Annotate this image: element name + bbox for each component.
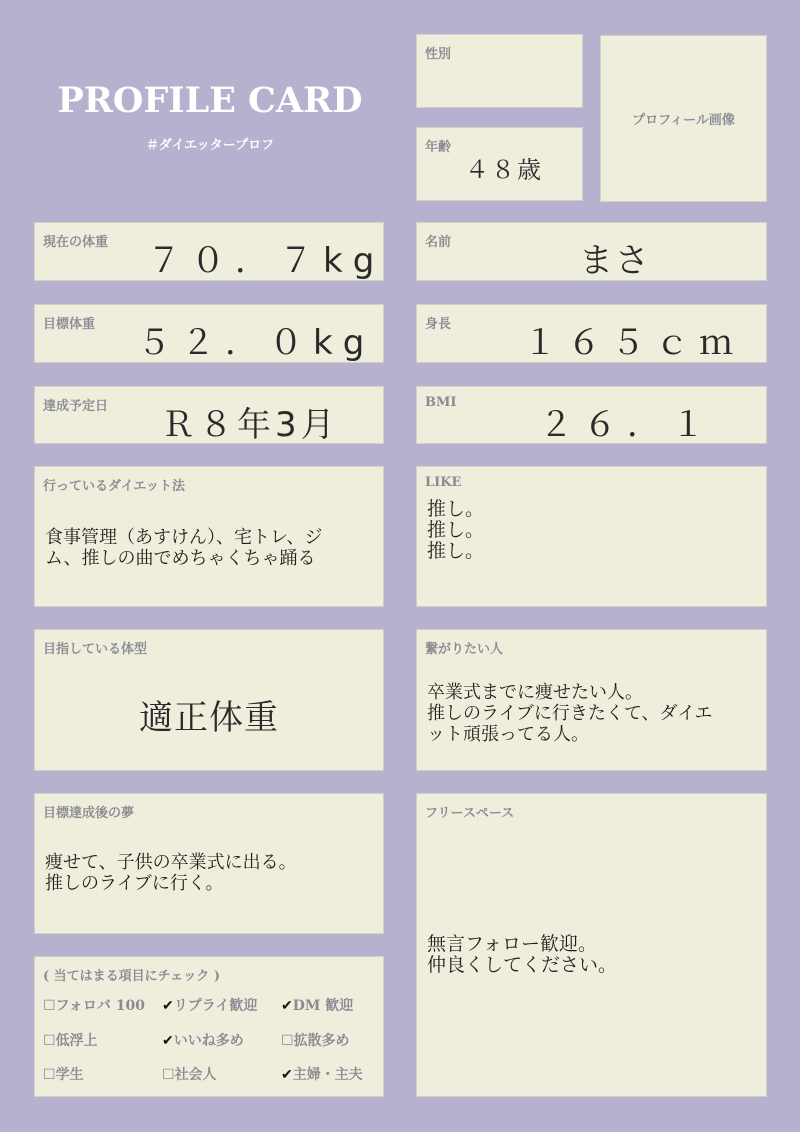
dream-text: [45, 852, 297, 894]
height-value: １６５ｃｍ: [523, 323, 743, 363]
free-space-text: [427, 934, 617, 976]
diet-method-label: 行っているダイエット法: [43, 479, 185, 494]
text-line: ット頑張ってる人。: [427, 724, 589, 745]
age-value: ４８歳: [465, 156, 543, 184]
text-line: 推しのライブに行く。: [45, 873, 224, 894]
check-item-label: 社会人: [174, 1067, 217, 1083]
free-space-card: [416, 793, 767, 1097]
name-value: まさ: [579, 241, 651, 281]
page-title: PROFILE CARD: [57, 80, 363, 121]
check-item-label: リプライ歓迎: [173, 998, 258, 1014]
like-card: [416, 466, 767, 607]
age-label: 年齢: [425, 140, 452, 155]
connect-text: [427, 682, 712, 745]
text-line: 推し。: [427, 540, 485, 562]
connect-card: [416, 629, 767, 771]
name-label: 名前: [425, 235, 452, 250]
target-date-value: Ｒ８年3月: [161, 405, 339, 445]
height-card: [416, 304, 767, 363]
text-line: 仲良くしてください。: [427, 954, 618, 976]
check-item-follow-back[interactable]: [43, 995, 145, 1015]
text-line: 推し。: [427, 498, 485, 520]
page-subtitle: ＃ダイエッタープロフ: [145, 138, 275, 153]
text-line: 推し。: [427, 519, 485, 541]
goal-weight-value: ５２．０kg: [137, 323, 375, 363]
text-line: 推しのライブに行きたくて、ダイエ: [427, 703, 713, 724]
checkbox-icon[interactable]: ☐: [43, 1033, 56, 1049]
checkbox-icon[interactable]: ☐: [43, 1067, 56, 1083]
check-item-label: 主婦・主夫: [292, 1067, 363, 1083]
profile-photo-card: [600, 35, 767, 202]
like-text: [427, 499, 484, 562]
check-item-label: 拡散多め: [293, 1033, 350, 1049]
height-label: 身長: [425, 317, 452, 332]
check-mark-icon[interactable]: ✔: [162, 998, 174, 1014]
check-mark-icon[interactable]: ✔: [162, 1033, 174, 1049]
checkbox-icon[interactable]: ☐: [43, 998, 56, 1014]
like-label: LIKE: [425, 475, 462, 490]
diet-method-card: [34, 466, 384, 607]
text-line: 痩せて、子供の卒業式に出る。: [45, 852, 297, 873]
connect-label: 繋がりたい人: [425, 642, 504, 657]
check-item-label: DM 歓迎: [292, 998, 354, 1014]
current-weight-card: [34, 222, 384, 281]
checkbox-icon[interactable]: ☐: [281, 1033, 294, 1049]
check-item-label: フォロバ 100: [55, 998, 145, 1014]
goal-body-value: 適正体重: [139, 698, 279, 738]
check-item-reply-welcome[interactable]: [162, 995, 257, 1015]
target-date-card: [34, 386, 384, 444]
gender-label: 性別: [425, 47, 452, 62]
diet-method-text: [45, 527, 323, 569]
check-item-many-shares[interactable]: [281, 1030, 350, 1050]
goal-weight-label: 目標体重: [43, 317, 96, 332]
bmi-card: [416, 386, 767, 444]
bmi-label: BMI: [425, 395, 457, 410]
text-line: 卒業式までに痩せたい人。: [427, 682, 643, 703]
free-space-label: フリースペース: [425, 806, 515, 821]
text-line: 食事管理（あすけん）、宅トレ、ジ: [45, 527, 323, 548]
name-card: [416, 222, 767, 281]
check-item-label: 学生: [55, 1067, 84, 1083]
check-item-low-activity[interactable]: [43, 1030, 98, 1050]
check-item-student[interactable]: [43, 1064, 84, 1084]
check-item-dm-welcome[interactable]: [281, 995, 353, 1015]
check-item-worker[interactable]: [162, 1064, 217, 1084]
check-item-label: 低浮上: [55, 1033, 98, 1049]
gender-card: [416, 34, 583, 108]
checklist-card: [34, 956, 384, 1097]
check-mark-icon[interactable]: ✔: [281, 998, 293, 1014]
profile-photo-label: プロフィール画像: [632, 113, 735, 128]
check-item-label: いいね多め: [173, 1033, 244, 1049]
dream-card: [34, 793, 384, 934]
text-line: 無言フォロー歓迎。: [427, 933, 598, 955]
current-weight-value: ７０．７kg: [147, 241, 385, 281]
dream-label: 目標達成後の夢: [43, 806, 135, 821]
check-item-many-likes[interactable]: [162, 1030, 244, 1050]
check-item-homemaker[interactable]: [281, 1064, 363, 1084]
current-weight-label: 現在の体重: [43, 235, 109, 250]
bmi-value: ２６．１: [539, 405, 715, 445]
text-line: ム、推しの曲でめちゃくちゃ踊る: [45, 548, 316, 569]
target-date-label: 達成予定日: [43, 399, 109, 414]
goal-body-label: 目指している体型: [43, 642, 148, 657]
check-mark-icon[interactable]: ✔: [281, 1067, 293, 1083]
goal-body-card: [34, 629, 384, 771]
checkbox-icon[interactable]: ☐: [162, 1067, 175, 1083]
age-card: [416, 127, 583, 201]
goal-weight-card: [34, 304, 384, 363]
checklist-heading: ( 当てはまる項目にチェック ): [43, 969, 220, 984]
